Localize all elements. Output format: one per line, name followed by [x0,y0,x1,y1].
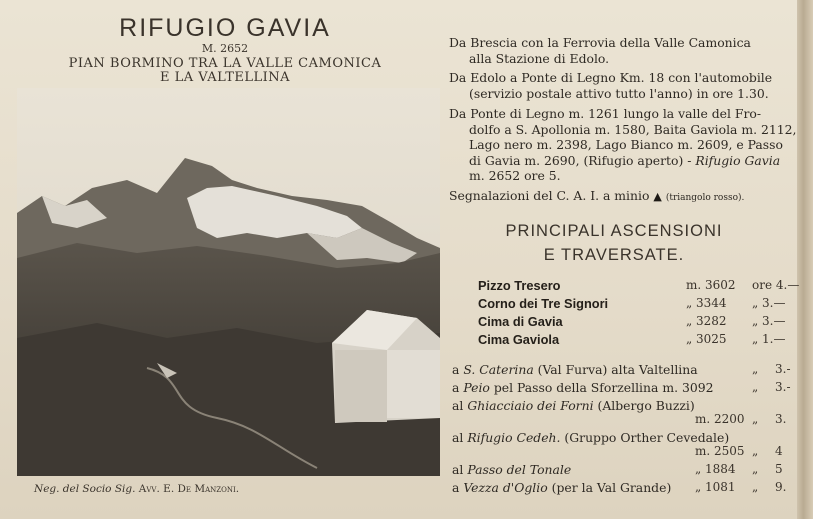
traverse-place: Rifugio Cedeh. [467,430,561,445]
traverse-row [452,462,571,477]
traverse-prep: al [452,430,464,445]
traverse-place: Vezza d'Oglio [463,480,548,495]
ascent-altitude: „ 3344 [686,296,727,310]
ascent-name: Cima Gaviola [478,332,560,347]
traverse-row [452,362,698,377]
traverse-hours: 3.- [775,362,791,376]
traverse-hours: 9. [775,480,787,494]
triangle-icon: ▲ [653,190,662,203]
ascent-name: Corno dei Tre Signori [478,296,609,311]
altitude-label: M. 2652 [201,42,249,55]
ascent-name: Pizzo Tresero [478,278,561,293]
route-line-italic: Rifugio Gavia [695,152,781,168]
traverse-prep: al [452,462,464,477]
traverse-place: S. Caterina [463,362,534,377]
route-line: (servizio postale attivo tutto l'anno) in ore 1.30. [469,85,769,101]
section-heading-2: E TRAVERSATE. [543,246,685,264]
traverse-place: Passo del Tonale [467,462,572,477]
card-edge [797,0,813,519]
ascent-altitude: „ 3282 [686,314,727,328]
route-line: Da Ponte di Legno m. 1261 lungo la valle del Fro- [449,106,762,121]
caption-prefix: Neg. del Socio Sig. [34,483,136,495]
traverse-detail: (per la Val Grande) [551,480,672,495]
subtitle-line-1: PIAN BORMINO TRA LA VALLE CAMONICA [68,56,382,71]
ditto-mark: „ [752,412,759,426]
traverse-place: Peio [463,380,490,395]
traverse-row [452,380,713,395]
page-title: RIFUGIO GAVIA [119,14,331,42]
traverse-prep: a [452,362,460,377]
route-line: dolfo a S. Apollonia m. 1580, Baita Gaviola m. 2112, [469,121,797,137]
traverse-altitude: m. 2200 [695,412,745,426]
route-line: m. 2652 ore 5. [469,168,561,183]
section-heading-1: PRINCIPALI ASCENSIONI [505,222,723,240]
ascent-altitude: „ 3025 [686,332,727,346]
ditto-mark: „ [752,462,759,476]
traverse-detail: (Albergo Buzzi) [597,398,695,413]
route-line: Da Edolo a Ponte di Legno Km. 18 con l'automobile [449,70,773,85]
signals-text: Segnalazioni del C. A. I. a minio [449,188,650,203]
route-ponte-di-legno [449,106,799,184]
route-line: Da Brescia con la Ferrovia della Valle Camonica [449,35,751,50]
traverse-altitude: m. 2505 [695,444,745,458]
traverse-prep: a [452,380,460,395]
route-line: di Gavia m. 2690, (Rifugio aperto) - [469,152,692,168]
ditto-mark: „ [752,362,759,376]
ascent-hours: ore 4.— [752,278,800,292]
traverse-place: Ghiacciaio dei Forni [467,398,594,413]
ascent-hours: „ 3.— [752,296,786,310]
traverse-hours: 5 [775,462,783,476]
traverse-detail: (Gruppo Orther Cevedale) [564,430,730,445]
route-brescia [449,35,799,66]
traverse-hours: 4 [775,444,783,458]
caption-author: Avv. E. De Manzoni. [138,483,240,495]
ditto-mark: „ [752,444,759,458]
mountain-photo [17,88,440,476]
ascent-hours: „ 3.— [752,314,786,328]
trail-signals [449,188,799,207]
ascent-altitude: m. 3602 [686,278,736,292]
photo-caption [34,483,239,495]
traverse-row [452,480,671,495]
traverse-row [452,430,729,445]
traverse-detail: (Val Furva) alta Valtellina [537,362,698,377]
traverse-hours: 3. [775,412,787,426]
signals-note: (triangolo rosso). [665,193,745,203]
subtitle-line-2: E LA VALTELLINA [159,70,291,85]
route-edolo [449,70,799,101]
ditto-mark: „ [752,480,759,494]
traverse-row [452,398,695,413]
traverse-detail: pel Passo della Sforzellina m. 3092 [493,380,714,395]
traverse-altitude: „ 1884 [695,462,736,476]
route-line: Lago nero m. 2398, Lago Bianco m. 2609, e Passo [469,137,783,152]
traverse-altitude: „ 1081 [695,480,736,494]
traverse-hours: 3.- [775,380,791,394]
traverse-prep: a [452,480,460,495]
ascent-name: Cima di Gavia [478,314,563,329]
traverse-prep: al [452,398,464,413]
ditto-mark: „ [752,380,759,394]
route-line: alla Stazione di Edolo. [469,50,610,66]
ascent-hours: „ 1.— [752,332,786,346]
